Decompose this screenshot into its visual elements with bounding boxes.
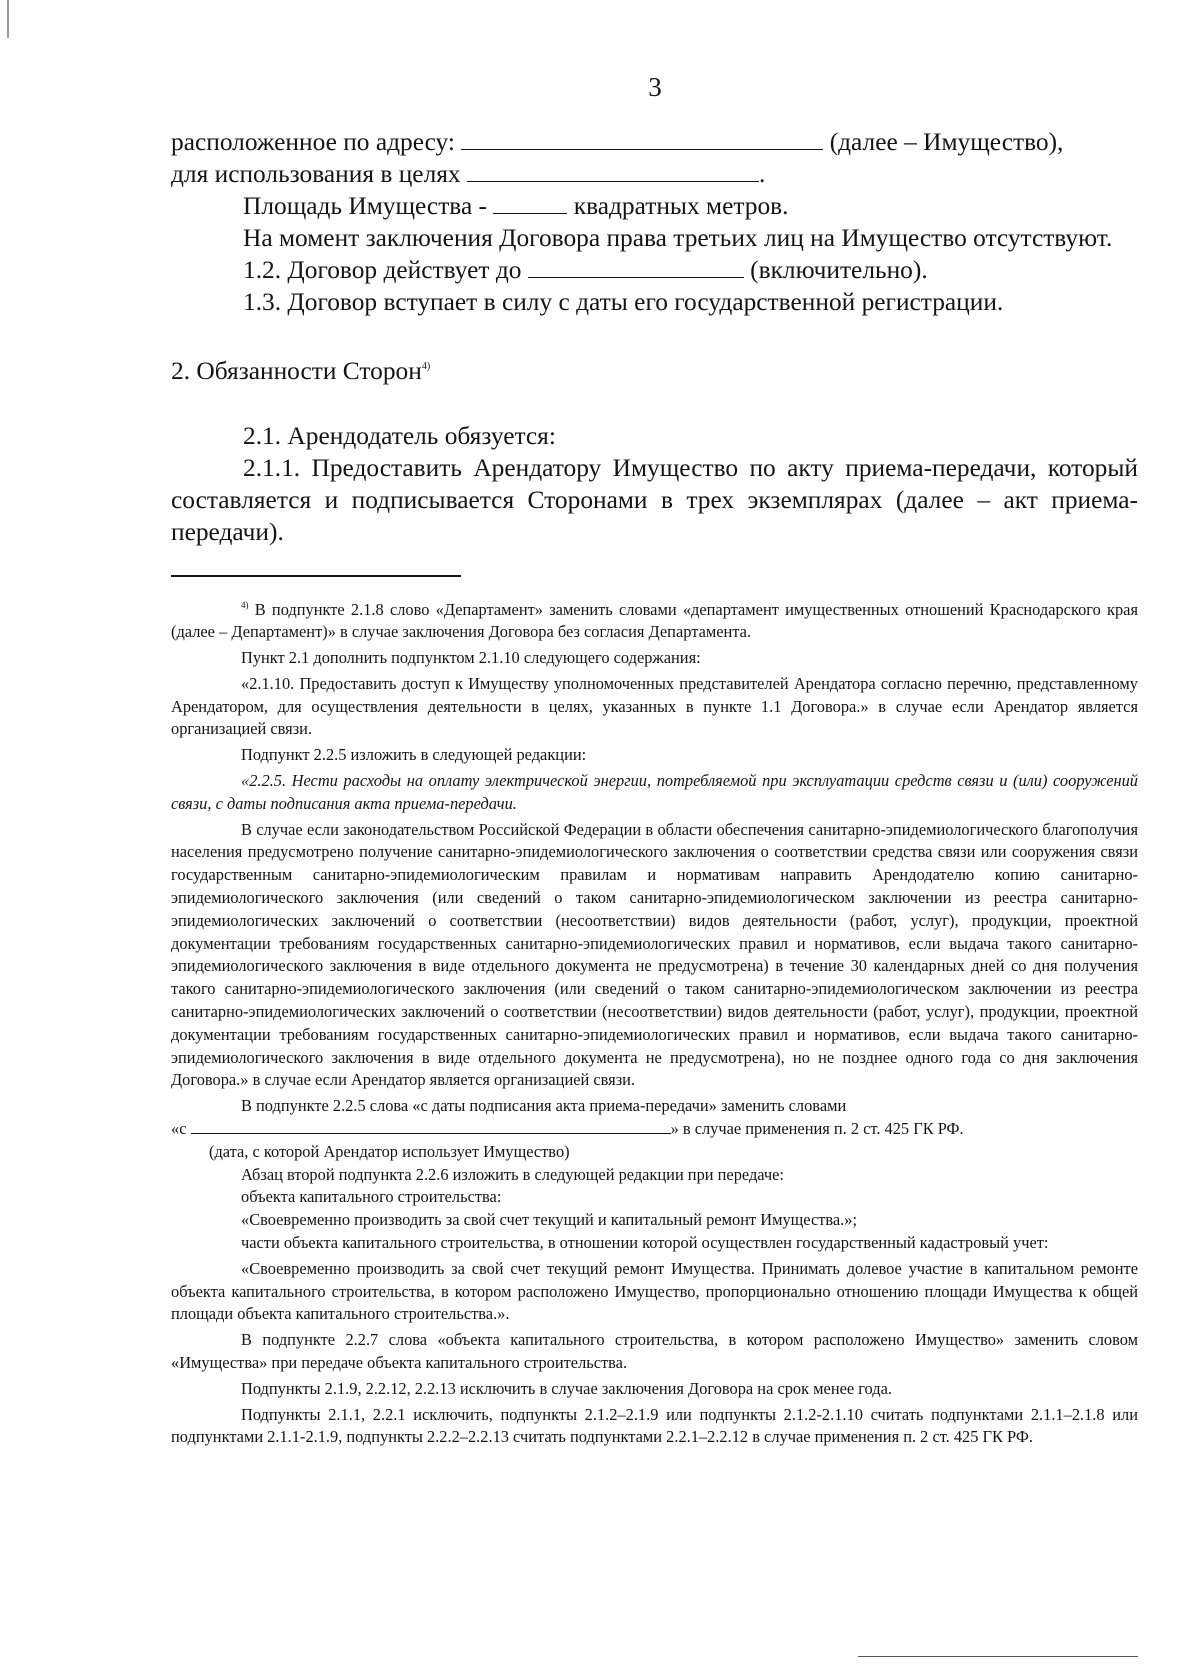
footnote-replacement-line	[171, 1118, 1138, 1141]
address-blank	[461, 127, 823, 150]
purpose-suffix: .	[758, 160, 766, 188]
footnote-paragraph: «2.2.5. Нести расходы на оплату электрической энергии, потребляемой при эксплуатации средств связи и (или) сооружений связи, с даты подписания акта приема-передачи.	[171, 771, 1138, 813]
clause-2-1-1: 2.1.1. Предоставить Арендатору Имущество по акту приема-передачи, который составляется и подписывается Сторонами в трех экземплярах (далее – акт приема-передачи).	[171, 454, 1138, 546]
section-footnote-ref: 4)	[421, 361, 431, 372]
purpose-label: для использования в целях	[171, 160, 461, 188]
term-label: 1.2. Договор действует до	[243, 256, 522, 284]
footnote-paragraph: В случае если законодательством Российской Федерации в области обеспечения санитарно-эпидемиологического благополучия населения предусмотрено получение санитарно-эпидемиологического заключения о соответствии средства связи или сооружения связи государственным санитарно-эпидемиологическим правилам и нормативам направить Арендодателю копию санитарно-эпидемиологического заключения (или сведений о таком санитарно-эпидемиологическом заключении из реестра санитарно-эпидемиологических заключений о соответствии (несоответствии) видов деятельности (работ, услуг), продукции, проектной документации требованиям государственных санитарно-эпидемиологических правил и нормативов, если выдача такого санитарно-эпидемиологического заключения в виде отдельного документа не предусмотрена) в течение 30 календарных дней со дня получения такого санитарно-эпидемиологического заключения (или сведений о таком санитарно-эпидемиологическом заключении из реестра санитарно-эпидемиологических заключений о соответствии (несоответствии) видов деятельности (работ, услуг), продукции, проектной документации требованиям государственных санитарно-эпидемиологических правил и нормативов, если выдача такого санитарно-эпидемиологического заключения в виде отдельного документа не предусмотрена), но не позднее одного года со дня заключения Договора.» в случае если Арендатор является организацией связи.	[171, 819, 1138, 1090]
page-number: 3	[648, 72, 662, 102]
footnote-paragraph: части объекта капитального строительства, в отношении которой осуществлен государственный кадастровый учет:	[241, 1233, 1049, 1253]
purpose-blank	[467, 159, 759, 182]
footnote-paragraph: В подпункте 2.2.5 слова «с даты подписания акта приема-передачи» заменить словами	[241, 1096, 847, 1116]
footnote-paragraph	[171, 594, 1138, 645]
footnote-paragraph: «2.1.10. Предоставить доступ к Имуществу уполномоченных представителей Арендатора согласно перечню, представленному Арендатором, для осуществления деятельности в целях, указанных в пункте 1.1 Договора.» в случае если Арендатор является организацией связи.	[171, 673, 1138, 739]
footnote-quote-close: » в случае применения п. 2 ст. 425 ГК РФ.	[670, 1119, 964, 1139]
section-heading	[171, 351, 1138, 387]
address-line	[171, 126, 1138, 158]
footnote-separator	[171, 575, 461, 577]
footnote-paragraph: В подпункте 2.2.7 слова «объекта капитального строительства, в котором расположено Имущество» заменить словом «Имущества» при передаче объекта капитального строительства.	[171, 1330, 1138, 1372]
effective-date: 1.3. Договор вступает в силу с даты его государственной регистрации.	[243, 288, 1004, 316]
footnote-paragraph: объекта капитального строительства:	[241, 1187, 502, 1207]
document-body	[171, 126, 1138, 1449]
footnote-mark: 4)	[241, 599, 249, 610]
date-blank	[191, 1118, 671, 1134]
area-label: Площадь Имущества -	[243, 192, 488, 220]
area-blank	[493, 191, 567, 214]
area-line	[171, 190, 1138, 222]
footnote-paragraph: Подпункты 2.1.1, 2.2.1 исключить, подпункты 2.1.2–2.1.9 или подпункты 2.1.2-2.1.10 считать подпунктами 2.1.1–2.1.8 или подпунктами 2.1.1-2.1.9, подпункты 2.2.2–2.2.13 считать подпунктами 2.2.1–2.2.12 в случае применения п. 2 ст. 425 ГК РФ.	[171, 1404, 1138, 1447]
purpose-line	[171, 158, 1138, 190]
term-suffix: (включительно).	[750, 256, 928, 284]
section-title: 2. Обязанности Сторон	[171, 357, 422, 385]
footnote-text: В подпункте 2.1.8 слово «Департамент» заменить словами «департамент имущественных отношений Краснодарского края (далее – Департамент)» в случае заключения Договора без согласия Департамента.	[171, 599, 1138, 642]
footnote-paragraph: «Своевременно производить за свой счет текущий и капитальный ремонт Имущества.»;	[241, 1210, 858, 1230]
footnote-paragraph: Подпункт 2.2.5 изложить в следующей редакции:	[241, 745, 587, 765]
term-line	[171, 254, 1138, 286]
footnote-quote-open: «с	[171, 1119, 187, 1139]
footnote	[171, 594, 1138, 1450]
footnote-paragraph: Подпункты 2.1.9, 2.2.12, 2.2.13 исключить в случае заключения Договора на срок менее года.	[241, 1378, 892, 1398]
address-label: расположенное по адресу:	[171, 128, 455, 156]
bottom-rule	[858, 1656, 1138, 1657]
area-suffix: квадратных метров.	[573, 192, 789, 220]
footnote-paragraph: Пункт 2.1 дополнить подпунктом 2.1.10 следующего содержания:	[241, 648, 701, 668]
footnote-paragraph: «Своевременно производить за свой счет текущий ремонт Имущества. Принимать долевое участие в капитальном ремонте объекта капитального строительства, в котором расположено Имущество, пропорционально отношению площади Имущества к общей площади объекта капитального строительства.».	[171, 1258, 1138, 1324]
address-suffix: (далее – Имущество),	[829, 128, 1064, 156]
date-blank-caption: (дата, с которой Арендатор использует Имущество)	[209, 1141, 570, 1161]
term-blank	[528, 255, 744, 278]
third-party-rights: На момент заключения Договора права третьих лиц на Имущество отсутствуют.	[243, 224, 1113, 252]
footnote-paragraph: Абзац второй подпункта 2.2.6 изложить в следующей редакции при передаче:	[241, 1164, 784, 1184]
scan-edge-mark	[7, 0, 9, 38]
clause-2-1: 2.1. Арендодатель обязуется:	[243, 422, 556, 450]
